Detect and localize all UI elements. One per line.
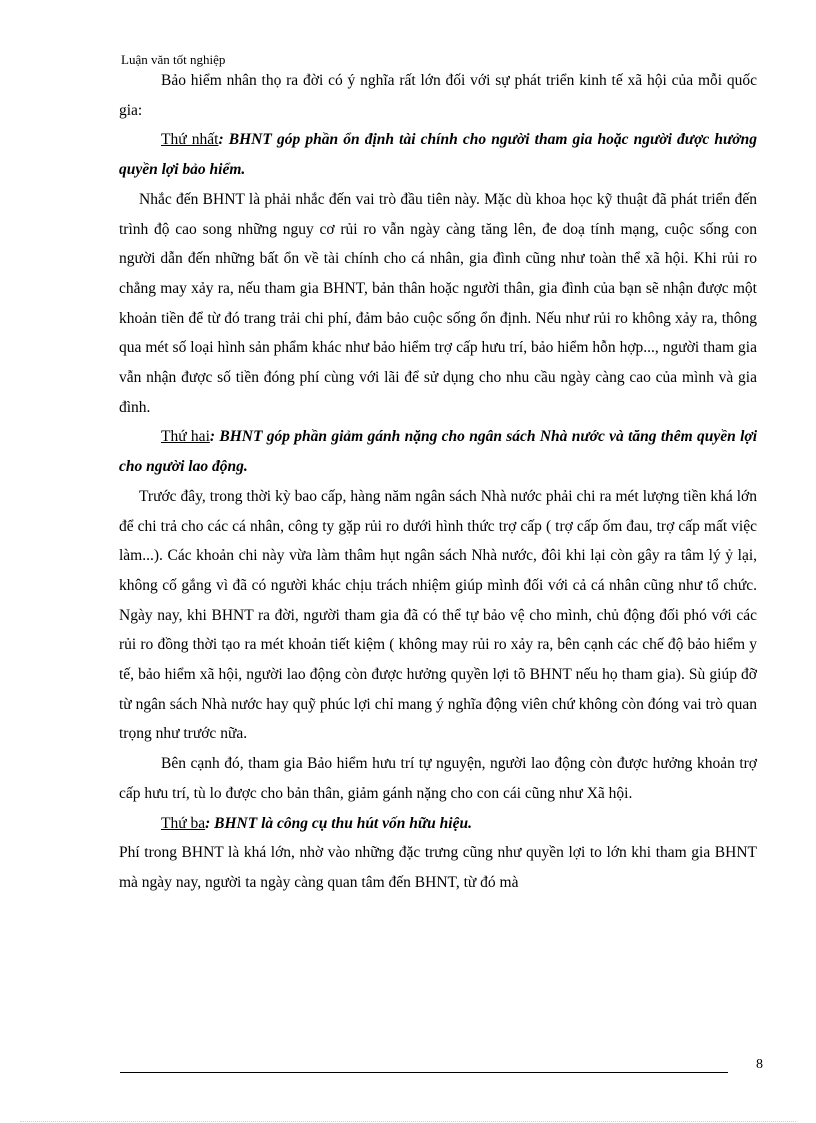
heading-third-lead: Thứ ba [161,814,206,832]
heading-first [119,125,757,184]
heading-second-lead: Thứ hai [161,428,210,446]
intro-paragraph: Bảo hiểm nhân thọ ra đời có ý nghĩa rất lớn đối với sự phát triển kinh tế xã hội của mỗi quốc gia: [119,72,757,119]
heading-third [119,809,757,839]
paragraph-third-role: Phí trong BHNT là khá lớn, nhờ vào những đặc trưng cũng như quyền lợi to lớn khi tham gia BHNT mà ngày nay, người ta ngày càng quan tâm đến BHNT, từ đó mà [119,844,757,891]
paragraph-second-role: Trước đây, trong thời kỳ bao cấp, hàng năm ngân sách Nhà nước phải chi ra mét lượng tiền khá lớn để chi trả cho các cá nhân, công ty gặp rủi ro dưới hình thức trợ cấp ( trợ cấp ốm đau, trợ cấp mất việc làm...). Các khoản chi này vừa làm thâm hụt ngân sách Nhà nước, đôi khi lại còn gây ra tâm lý ỷ lại, không cố gắng vì đã có người khác chịu trách nhiệm giúp mình đối với cả cá nhân cũng như tổ chức. Ngày nay, khi BHNT ra đời, người tham gia đã có thể tự bảo vệ cho mình, chủ động đối phó với các rủi ro đồng thời tạo ra mét khoản tiết kiệm ( không may rủi ro xảy ra, bên cạnh các chế độ bảo hiểm y tế, bảo hiểm xã hội, người lao động còn được hưởng quyền lợi tõ BHNT nếu họ tham gia). Sù giúp đỡ từ ngân sách Nhà nước hay quỹ phúc lợi chỉ mang ý nghĩa động viên chứ không còn đóng vai trò quan trọng như trước nữa. [119,487,757,743]
paragraph-first-role: Nhắc đến BHNT là phải nhắc đến vai trò đầu tiên này. Mặc dù khoa học kỹ thuật đã phát triển đến trình độ cao song những nguy cơ rủi ro vẫn ngày càng tăng lên, đe doạ tính mạng, cuộc sống con người dẫn đến những bất ổn về tài chính cho cá nhân, gia đình cũng như toàn thể xã hội. Khi rủi ro chẳng may xảy ra, nếu tham gia BHNT, bản thân hoặc người thân, gia đình của bạn sẽ nhận được một khoản tiền để từ đó trang trải chi phí, đảm bảo cuộc sống ổn định. Nếu như rủi ro không xảy ra, thông qua mét số loại hình sản phẩm khác như bảo hiểm trợ cấp hưu trí, bảo hiểm hỗn hợp..., người tham gia vẫn nhận được số tiền đóng phí cùng với lãi để sử dụng cho nhu cầu ngày càng cao của mình và gia đình. [119,190,757,416]
heading-first-text: : BHNT góp phần ổn định tài chính cho người tham gia hoặc người được hưởng quyền lợi bảo hiểm. [119,131,757,179]
page-number: 8 [756,1057,763,1072]
heading-second [119,422,757,481]
document-body [119,66,757,898]
running-header: Luận văn tốt nghiệp [121,52,226,67]
page-edge-divider [20,1121,796,1122]
heading-second-text: : BHNT góp phần giảm gánh nặng cho ngân sách Nhà nước và tăng thêm quyền lợi cho người lao động. [119,428,757,476]
paragraph-retirement: Bên cạnh đó, tham gia Bảo hiểm hưu trí tự nguyện, người lao động còn được hưởng khoản trợ cấp hưu trí, tù lo được cho bản thân, giảm gánh nặng cho con cái cũng như Xã hội. [119,755,757,802]
heading-third-text: : BHNT là công cụ thu hút vốn hữu hiệu. [205,814,472,832]
heading-first-lead: Thứ nhất [161,131,219,149]
footer-rule [120,1072,728,1073]
